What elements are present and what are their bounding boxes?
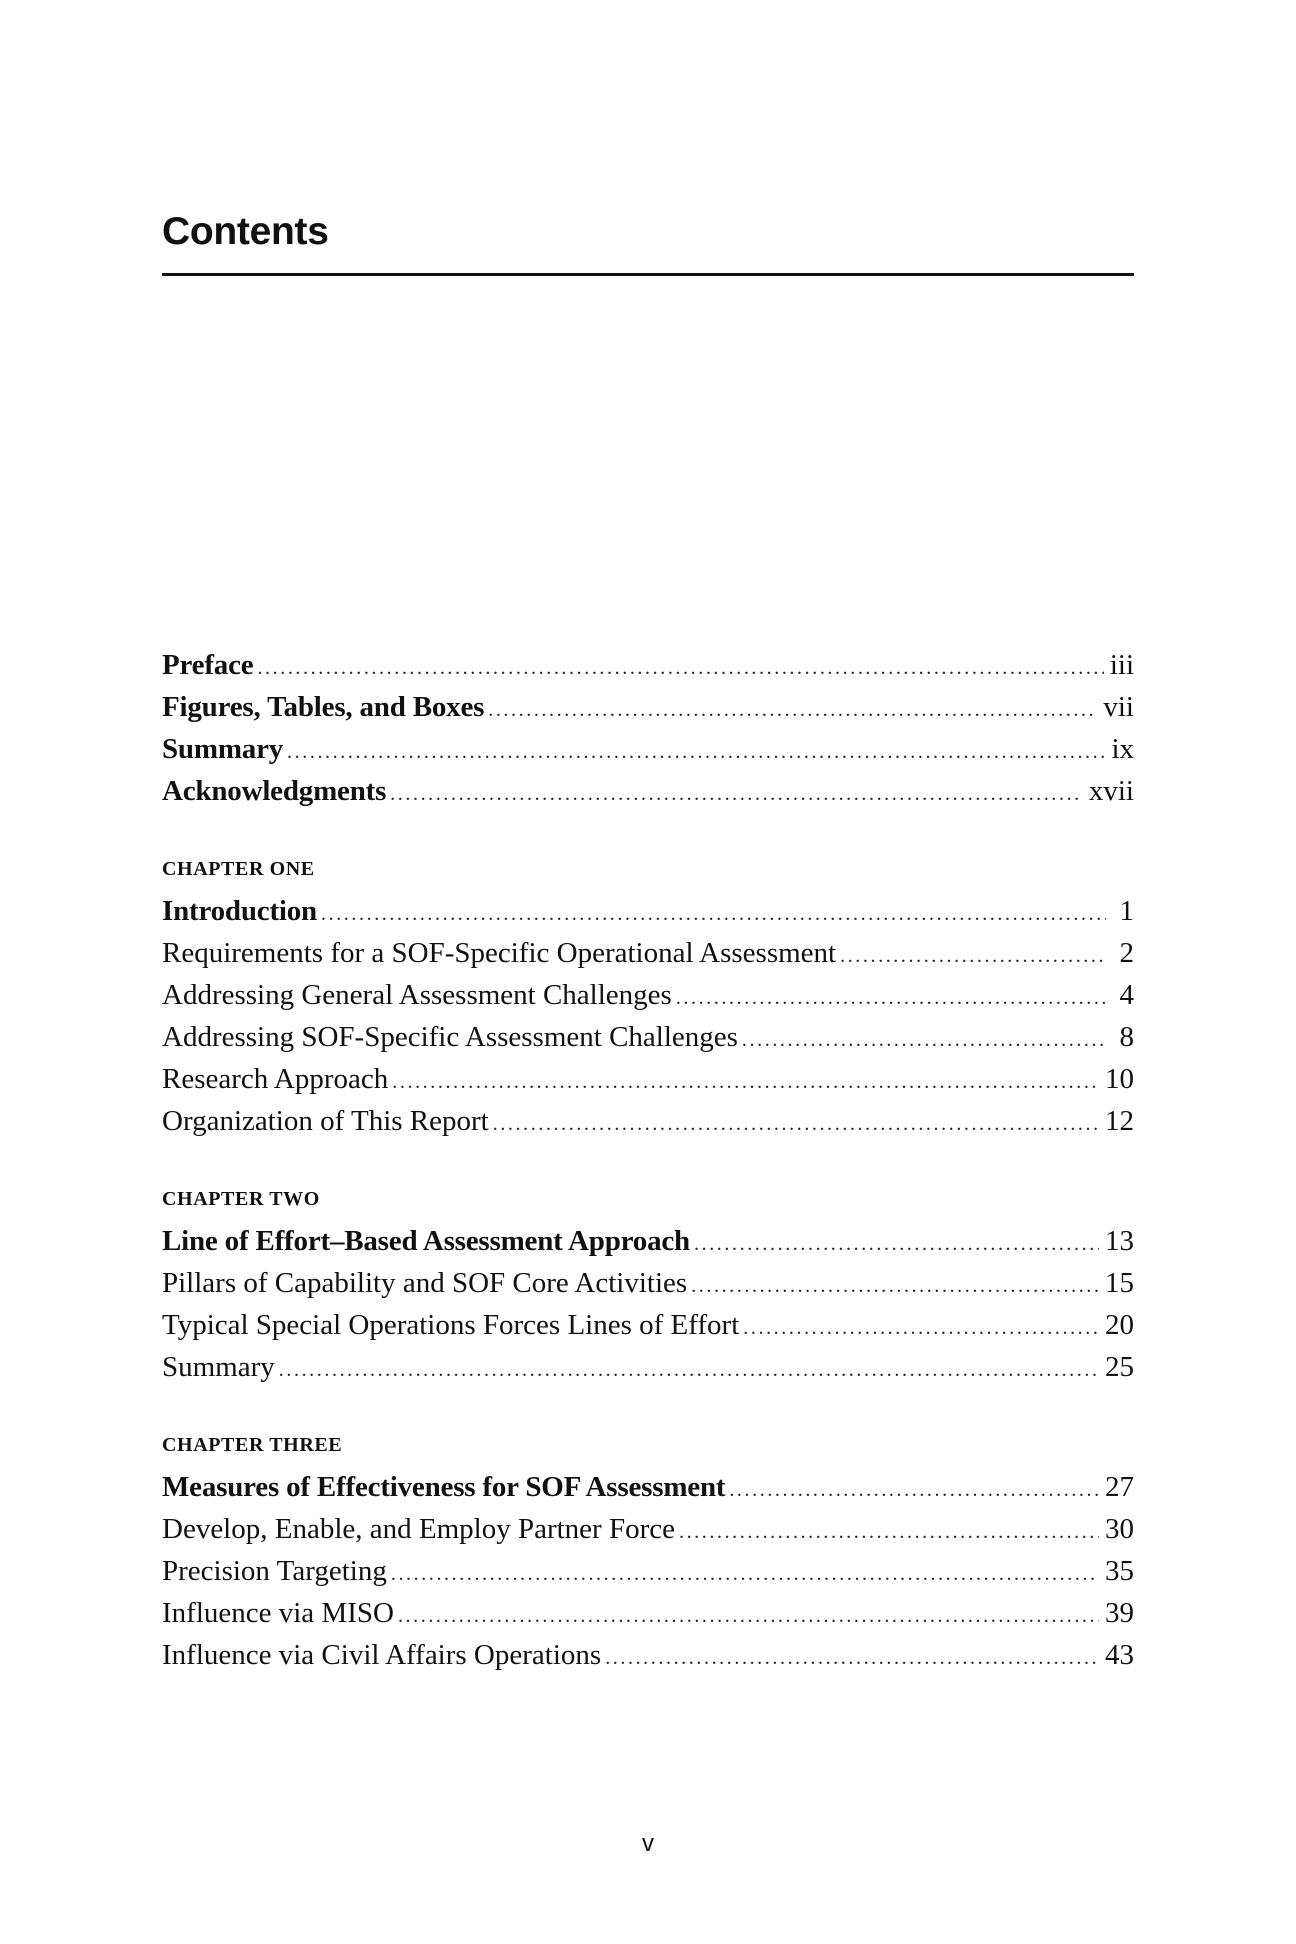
dot-leader xyxy=(257,647,1103,689)
page-title: Contents xyxy=(162,210,329,253)
entry-title: Influence via Civil Affairs Operations xyxy=(162,1639,602,1671)
toc-entry-chapter[interactable] xyxy=(162,1466,1134,1508)
chapter-section xyxy=(162,1424,1134,1676)
dot-leader xyxy=(493,1103,1099,1145)
toc-entry-section[interactable] xyxy=(162,1016,1134,1058)
entry-page-number: iii xyxy=(1109,649,1134,681)
toc-entry-chapter[interactable] xyxy=(162,890,1134,932)
chapter-label: CHAPTER ONE xyxy=(162,858,315,880)
dot-leader xyxy=(840,935,1106,977)
dot-leader xyxy=(391,1553,1099,1595)
entry-title: Preface xyxy=(162,649,254,681)
entry-page-number: 4 xyxy=(1119,979,1134,1011)
entry-title: Addressing General Assessment Challenges xyxy=(162,979,672,1011)
dot-leader xyxy=(676,977,1106,1019)
dot-leader xyxy=(743,1307,1099,1349)
toc-entry-section[interactable] xyxy=(162,1262,1134,1304)
entry-page-number: vii xyxy=(1103,691,1134,723)
entry-page-number: 15 xyxy=(1105,1267,1134,1299)
toc-entry-front-matter[interactable] xyxy=(162,686,1134,728)
chapter-section xyxy=(162,848,1134,1142)
toc-entry-section[interactable] xyxy=(162,1058,1134,1100)
toc-entry-front-matter[interactable] xyxy=(162,644,1134,686)
entry-title: Influence via MISO xyxy=(162,1597,394,1629)
entry-title: Line of Effort–Based Assessment Approach xyxy=(162,1225,690,1257)
chapter-section xyxy=(162,1178,1134,1388)
toc-entry-section[interactable] xyxy=(162,1100,1134,1142)
entry-title: Pillars of Capability and SOF Core Activities xyxy=(162,1267,688,1299)
entry-title: Summary xyxy=(162,733,284,765)
toc-entry-front-matter[interactable] xyxy=(162,770,1134,812)
dot-leader xyxy=(279,1349,1099,1391)
dot-leader xyxy=(694,1223,1099,1265)
entry-title: Acknowledgments xyxy=(162,775,387,807)
entry-title: Research Approach xyxy=(162,1063,389,1095)
table-of-contents xyxy=(162,644,1134,1676)
entry-title: Measures of Effectiveness for SOF Assessment xyxy=(162,1471,726,1503)
entry-title: Introduction xyxy=(162,895,317,927)
entry-page-number: 27 xyxy=(1105,1471,1134,1503)
entry-page-number: 35 xyxy=(1105,1555,1134,1587)
entry-title: Organization of This Report xyxy=(162,1105,489,1137)
entry-page-number: 43 xyxy=(1105,1639,1134,1671)
dot-leader xyxy=(605,1637,1099,1679)
entry-page-number: 25 xyxy=(1105,1351,1134,1383)
entry-page-number: ix xyxy=(1111,733,1134,765)
entry-page-number: 12 xyxy=(1105,1105,1134,1137)
entry-page-number: 39 xyxy=(1105,1597,1134,1629)
entry-title: Figures, Tables, and Boxes xyxy=(162,691,485,723)
toc-entry-section[interactable] xyxy=(162,1508,1134,1550)
chapter-label: CHAPTER THREE xyxy=(162,1434,343,1456)
front-matter-section xyxy=(162,644,1134,812)
entry-page-number: 2 xyxy=(1119,937,1134,969)
toc-entry-front-matter[interactable] xyxy=(162,728,1134,770)
dot-leader xyxy=(679,1511,1099,1553)
dot-leader xyxy=(691,1265,1099,1307)
dot-leader xyxy=(488,689,1097,731)
toc-entry-section[interactable] xyxy=(162,974,1134,1016)
dot-leader xyxy=(390,773,1083,815)
dot-leader xyxy=(742,1019,1106,1061)
entry-title: Summary xyxy=(162,1351,275,1383)
toc-entry-section[interactable] xyxy=(162,932,1134,974)
toc-entry-chapter[interactable] xyxy=(162,1220,1134,1262)
entry-page-number: 13 xyxy=(1105,1225,1134,1257)
entry-page-number: xvii xyxy=(1088,775,1134,807)
dot-leader xyxy=(287,731,1105,773)
dot-leader xyxy=(398,1595,1099,1637)
entry-page-number: 30 xyxy=(1105,1513,1134,1545)
entry-title: Precision Targeting xyxy=(162,1555,387,1587)
toc-entry-section[interactable] xyxy=(162,1592,1134,1634)
entry-page-number: 8 xyxy=(1119,1021,1134,1053)
dot-leader xyxy=(321,893,1106,935)
dot-leader xyxy=(392,1061,1099,1103)
entry-title: Develop, Enable, and Employ Partner Force xyxy=(162,1513,675,1545)
page-number: v xyxy=(642,1830,654,1857)
toc-entry-section[interactable] xyxy=(162,1550,1134,1592)
entry-title: Requirements for a SOF-Specific Operational Assessment xyxy=(162,937,837,969)
entry-page-number: 20 xyxy=(1105,1309,1134,1341)
toc-entry-section[interactable] xyxy=(162,1304,1134,1346)
dot-leader xyxy=(729,1469,1099,1511)
chapter-label: CHAPTER TWO xyxy=(162,1188,320,1210)
toc-entry-section[interactable] xyxy=(162,1346,1134,1388)
toc-entry-section[interactable] xyxy=(162,1634,1134,1676)
entry-title: Addressing SOF-Specific Assessment Challenges xyxy=(162,1021,738,1053)
title-rule xyxy=(162,273,1134,276)
entry-page-number: 1 xyxy=(1119,895,1134,927)
entry-page-number: 10 xyxy=(1105,1063,1134,1095)
entry-title: Typical Special Operations Forces Lines of Effort xyxy=(162,1309,740,1341)
